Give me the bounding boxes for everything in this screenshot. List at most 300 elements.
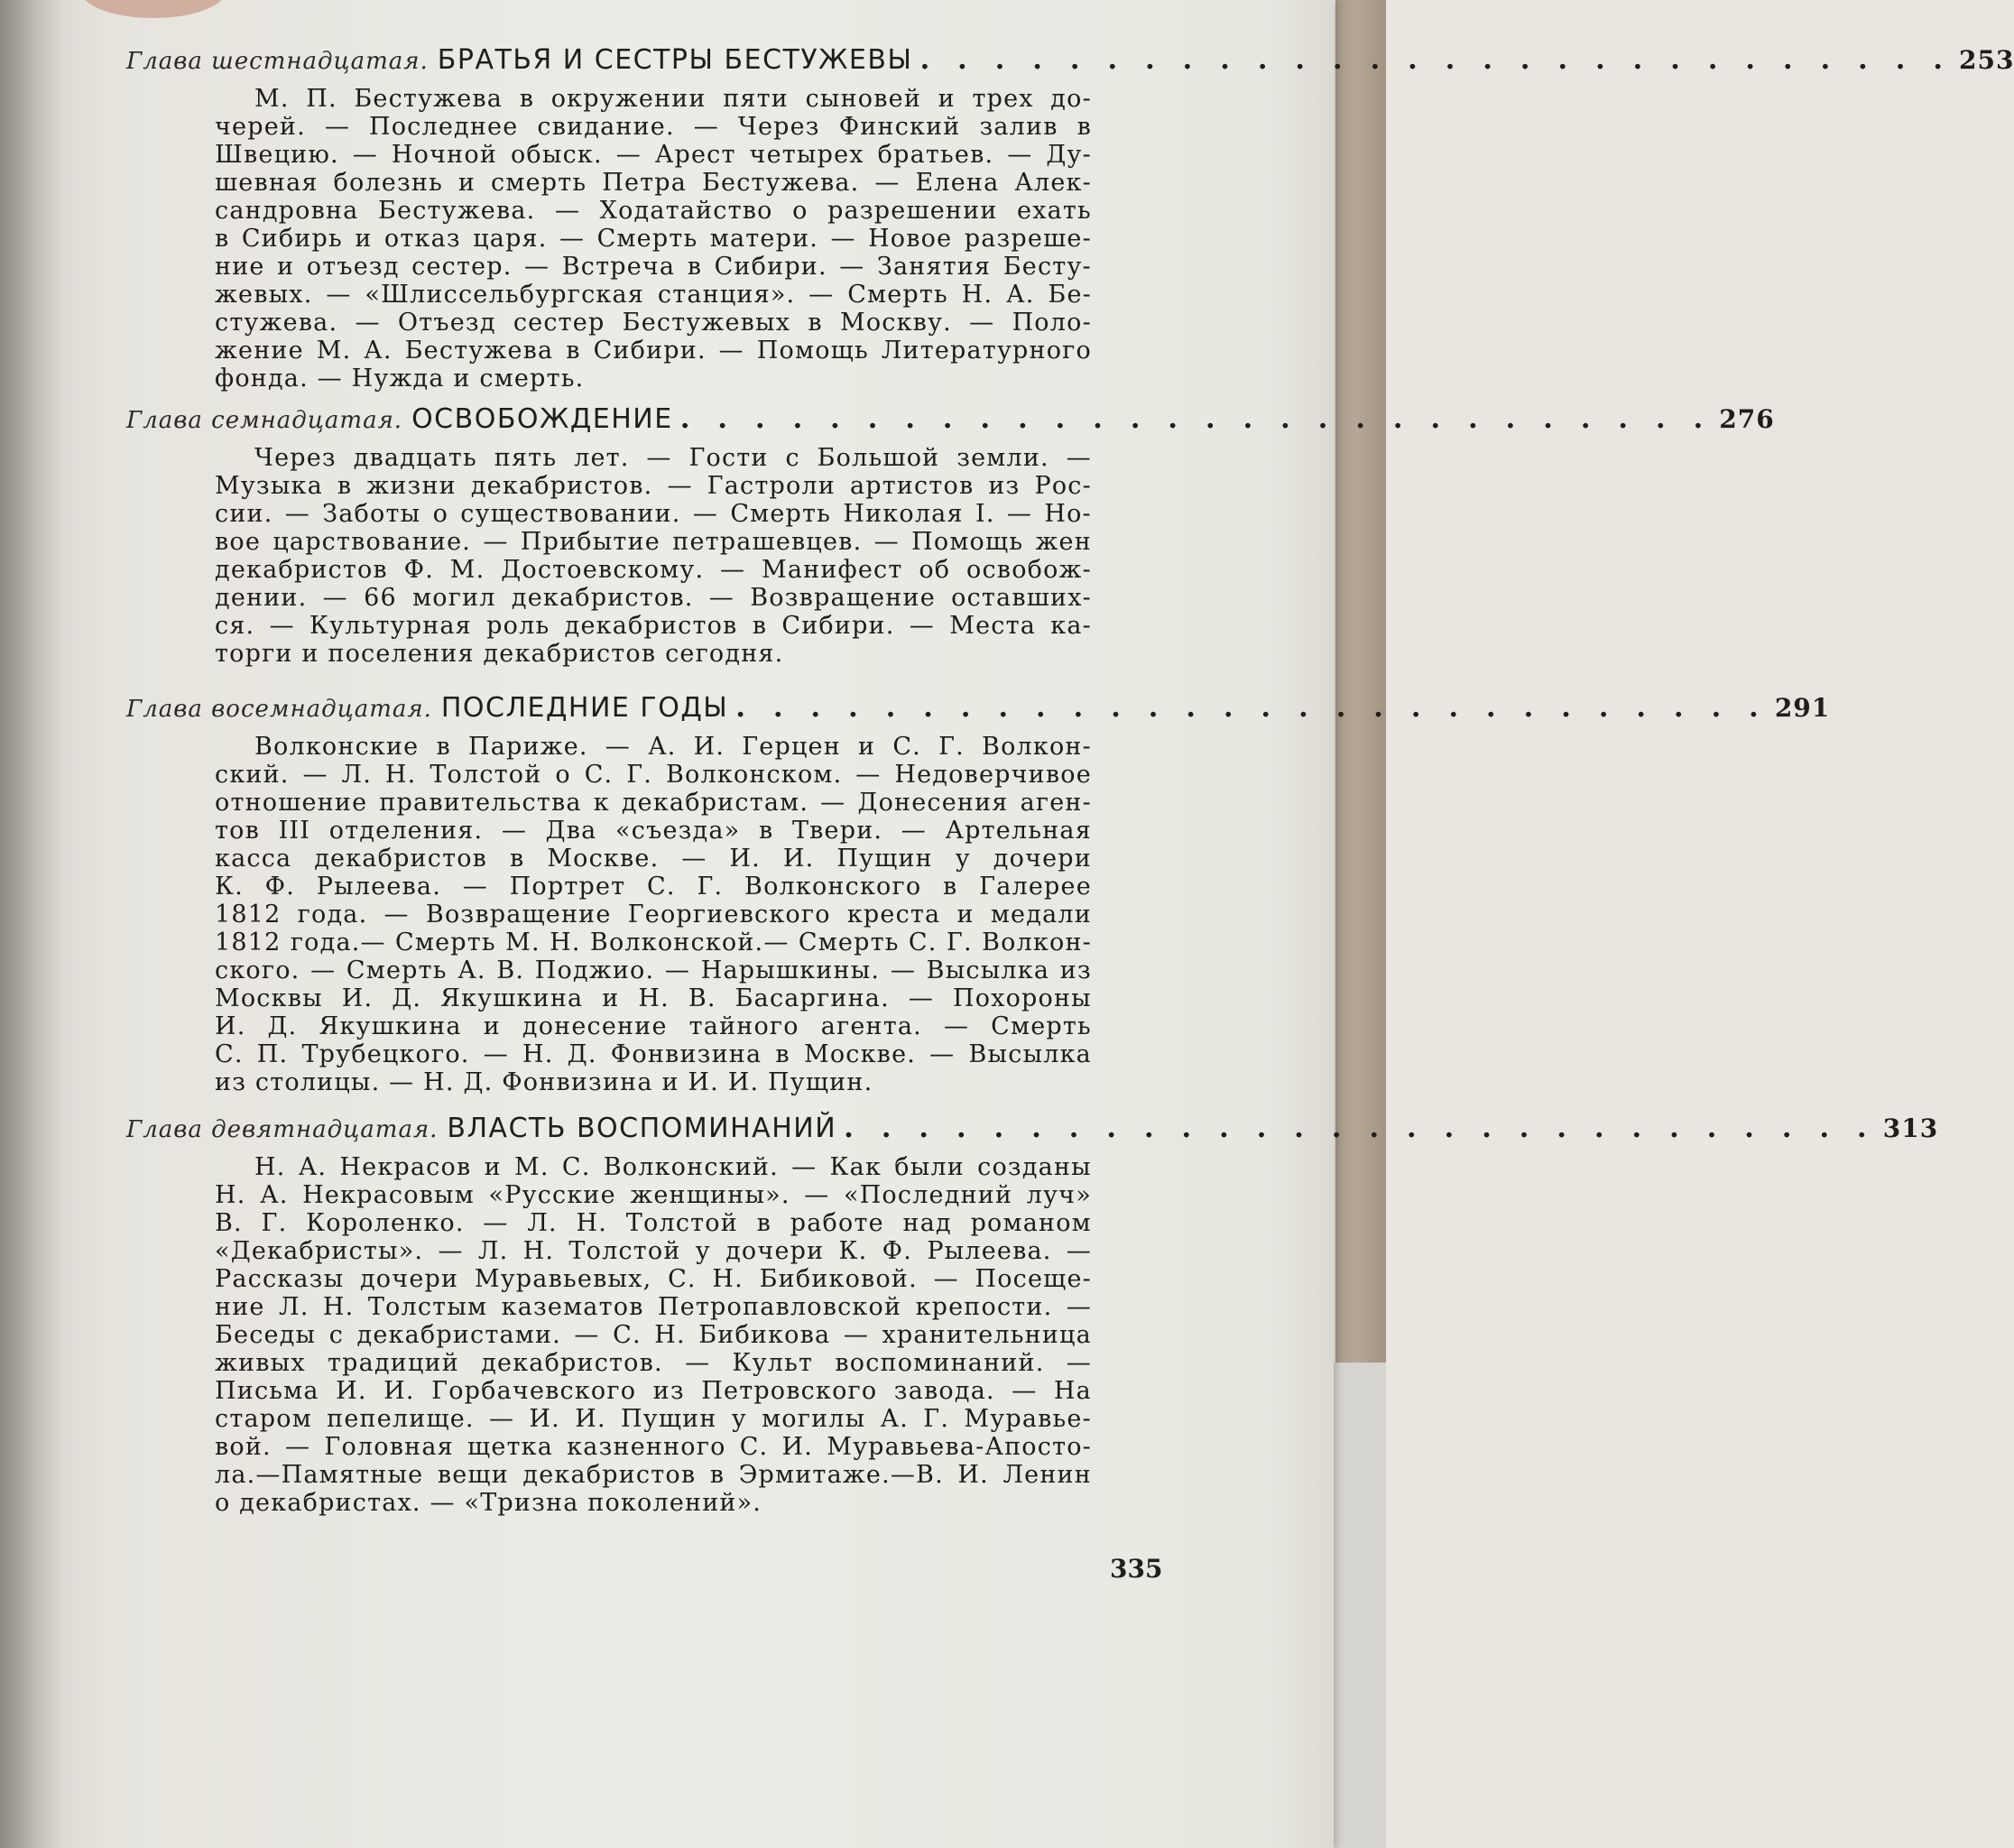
- summary-word: М.: [254, 85, 290, 113]
- summary-word: и: [483, 1012, 501, 1040]
- summary-line: [215, 984, 1092, 1012]
- summary-word: И.: [575, 1405, 606, 1433]
- summary-word: Помощь: [756, 337, 869, 365]
- summary-line: [215, 789, 1092, 817]
- summary-word: шевная: [215, 169, 319, 197]
- summary-word: и: [602, 984, 620, 1012]
- summary-word: —: [501, 817, 528, 845]
- summary-word: в: [709, 1461, 725, 1489]
- summary-word: Басаргина.: [734, 984, 890, 1012]
- summary-word: Трубецкого.: [301, 1040, 470, 1068]
- summary-word: декабристов: [314, 845, 488, 873]
- summary-word: 1812: [215, 901, 282, 929]
- summary-word: ский.: [215, 761, 290, 789]
- summary-word: у: [955, 845, 971, 873]
- summary-word: Короленко.: [306, 1209, 465, 1237]
- summary-word: Гастроли: [707, 472, 836, 500]
- summary-word: —: [559, 225, 586, 253]
- summary-word: декабристов: [564, 612, 738, 640]
- chapter-summary: [126, 1153, 1155, 1517]
- summary-word: —: [605, 733, 631, 761]
- summary-word: Москве.: [803, 1040, 917, 1068]
- summary-line: [215, 309, 1092, 337]
- summary-word: о: [432, 500, 449, 528]
- toc-entry-chapter-17: [126, 401, 1775, 668]
- summary-word: казематов: [501, 1293, 644, 1321]
- summary-word: Герцен: [742, 733, 841, 761]
- summary-word: Сибирь: [241, 225, 343, 253]
- summary-word: —: [269, 612, 295, 640]
- toc-entry-chapter-19: [126, 1110, 1939, 1517]
- summary-word: А.: [648, 733, 677, 761]
- summary-word: «Русские: [488, 1181, 616, 1209]
- summary-word: —: [574, 1321, 600, 1349]
- summary-word: Сибири.: [781, 612, 895, 640]
- summary-word: Д.: [567, 1040, 597, 1068]
- summary-line: [215, 141, 1092, 169]
- summary-word: Д.: [267, 1012, 298, 1040]
- summary-word: Петропавловской: [658, 1293, 902, 1321]
- summary-word: —: [1006, 500, 1033, 528]
- summary-word: дочери: [359, 1265, 459, 1293]
- summary-word: Бестужевых: [622, 309, 791, 337]
- chapter-title: БРАТЬЯ И СЕСТРЫ БЕСТУЖЕВЫ: [437, 44, 913, 76]
- summary-word: Гости: [688, 444, 769, 472]
- summary-word: —: [909, 612, 935, 640]
- summary-word: —: [483, 528, 509, 556]
- summary-word: Твери.: [791, 817, 883, 845]
- summary-word: трех: [972, 85, 1034, 113]
- summary-word: —: [855, 761, 882, 789]
- summary-word: —: [908, 984, 935, 1012]
- summary-word: Н.: [522, 1237, 555, 1265]
- summary-word: —: [681, 845, 707, 873]
- summary-word: Муравьевых,: [474, 1265, 652, 1293]
- summary-word: Бибиковой.: [759, 1265, 918, 1293]
- summary-word: ского.: [215, 956, 300, 984]
- summary-word: декабристов: [522, 1461, 697, 1489]
- summary-word: Николая: [843, 500, 964, 528]
- leader-dots: . . . . . . . . . . . . . . . . . . . . . . . . . . . .: [735, 691, 1768, 724]
- summary-word: Ночной: [391, 141, 498, 169]
- summary-word: женщины».: [630, 1181, 790, 1209]
- summary-line: [215, 1153, 1092, 1181]
- summary-line: [215, 472, 1092, 500]
- summary-line: [215, 169, 1092, 197]
- summary-word: декабристов.: [470, 472, 653, 500]
- summary-line: [215, 1461, 1092, 1489]
- summary-word: —: [820, 789, 846, 817]
- summary-word: П.: [306, 85, 337, 113]
- summary-word: Л.: [477, 1237, 509, 1265]
- summary-word: Головная: [324, 1433, 454, 1461]
- summary-word: Арест: [654, 141, 736, 169]
- summary-line: [215, 337, 1092, 365]
- summary-word: Л.: [278, 1293, 309, 1321]
- summary-word: стужева.: [215, 309, 338, 337]
- summary-word: отношение: [215, 789, 368, 817]
- summary-word: Бибикова: [698, 1321, 831, 1349]
- summary-line: [215, 225, 1092, 253]
- summary-line: [215, 733, 1092, 761]
- summary-word: Волкон-: [982, 929, 1092, 956]
- summary-word: Портрет: [509, 873, 626, 901]
- summary-line: [215, 1040, 1092, 1068]
- summary-word: «съезда»: [615, 817, 741, 845]
- summary-word: Манифест: [762, 556, 903, 584]
- summary-word: из: [1059, 956, 1092, 984]
- summary-word: в: [566, 337, 581, 365]
- summary-word: с: [328, 1321, 345, 1349]
- summary-word: —: [310, 956, 337, 984]
- chapter-title: ОСВОБОЖДЕНИЕ: [411, 403, 673, 435]
- summary-word: М.: [449, 556, 485, 584]
- summary-word: сии.: [215, 500, 273, 528]
- summary-word: И.: [341, 984, 374, 1012]
- chapter-page: 253: [1959, 45, 2014, 75]
- summary-line: [215, 873, 1092, 901]
- summary-word: ние: [215, 253, 265, 281]
- summary-word: работе: [790, 1209, 884, 1237]
- summary-word: А.: [880, 1405, 910, 1433]
- summary-word: Г.: [697, 873, 724, 901]
- summary-line: [215, 1321, 1092, 1349]
- summary-word: Некрасов: [339, 1153, 472, 1181]
- summary-word: —: [462, 873, 488, 901]
- summary-word: черей.: [215, 113, 306, 141]
- summary-word: касса: [215, 845, 292, 873]
- summary-word: Высылка: [926, 956, 1050, 984]
- summary-word: Г.: [938, 733, 965, 761]
- summary-word: Два: [545, 817, 597, 845]
- summary-word: И.: [729, 845, 761, 873]
- summary-word: и: [938, 85, 956, 113]
- summary-word: —: [438, 1237, 464, 1265]
- summary-word: Но-: [1044, 500, 1092, 528]
- summary-word: Волконском.: [665, 761, 843, 789]
- summary-word: Артельная: [945, 817, 1092, 845]
- summary-line: [215, 556, 1092, 584]
- summary-word: обыск.: [510, 141, 603, 169]
- summary-word: Смерть: [730, 500, 832, 528]
- summary-word: традиций: [328, 1349, 459, 1377]
- summary-word: завода.: [893, 1377, 995, 1405]
- summary-word: сыновей: [805, 85, 922, 113]
- summary-word: станция».: [657, 281, 796, 309]
- summary-word: Н.: [654, 1321, 686, 1349]
- summary-line: [215, 1209, 1092, 1237]
- summary-word: «Декабристы».: [215, 1237, 424, 1265]
- summary-word: А.: [260, 1181, 289, 1209]
- summary-line: [215, 500, 1092, 528]
- summary-word: Н.: [254, 1153, 286, 1181]
- summary-word: Заботы: [322, 500, 421, 528]
- summary-word: смерть: [491, 169, 587, 197]
- summary-word: луч»: [1026, 1181, 1092, 1209]
- summary-word: Петровского: [701, 1377, 878, 1405]
- summary-word: Н.: [550, 929, 581, 956]
- summary-word: Париже.: [467, 733, 588, 761]
- summary-word: донесение: [522, 1012, 668, 1040]
- summary-line: [215, 253, 1092, 281]
- summary-word: в: [337, 472, 353, 500]
- summary-word: тов: [215, 817, 260, 845]
- toc-entry-chapter-18: [126, 689, 1831, 1096]
- summary-line: [215, 956, 1092, 984]
- summary-word: царствование.: [273, 528, 472, 556]
- summary-word: Занятия: [876, 253, 992, 281]
- summary-word: —: [352, 141, 378, 169]
- summary-word: Поджио.: [534, 956, 655, 984]
- summary-line: из столицы. — Н. Д. Фонвизина и И. И. Пущин.: [215, 1068, 873, 1096]
- summary-word: —: [284, 500, 310, 528]
- chapter-title: ВЛАСТЬ ВОСПОМИНАНИЙ: [447, 1113, 837, 1144]
- summary-word: С.: [668, 1265, 697, 1293]
- summary-word: —: [708, 584, 734, 612]
- summary-word: Культурная: [309, 612, 472, 640]
- summary-word: Смерть: [395, 929, 496, 956]
- toc-entry-chapter-16: [126, 42, 2014, 393]
- summary-word: Н.: [215, 1181, 246, 1209]
- summary-line: [215, 1293, 1092, 1321]
- summary-word: Бестужева: [354, 85, 504, 113]
- chapter-page: 291: [1774, 693, 1831, 723]
- summary-word: I.: [975, 500, 995, 528]
- summary-word: Через: [254, 444, 337, 472]
- summary-word: сандровна: [215, 197, 359, 225]
- summary-word: сестер: [513, 309, 605, 337]
- summary-word: созданы: [977, 1153, 1092, 1181]
- summary-word: Поло-: [1012, 309, 1092, 337]
- chapter-number: Глава девятнадцатая.: [126, 1116, 439, 1143]
- chapter-title: ПОСЛЕДНИЕ ГОДЫ: [440, 692, 729, 724]
- summary-word: живых: [215, 1349, 306, 1377]
- summary-word: Толстым: [367, 1293, 488, 1321]
- summary-word: залив: [979, 113, 1058, 141]
- summary-word: Рассказы: [215, 1265, 345, 1293]
- summary-word: у: [695, 1237, 711, 1265]
- summary-word: роль: [486, 612, 550, 640]
- summary-word: матери.: [709, 225, 819, 253]
- summary-word: артистов: [849, 472, 975, 500]
- summary-word: пепелище.: [327, 1405, 475, 1433]
- summary-word: «Шлиссельбургская: [365, 281, 645, 309]
- summary-word: Волконского: [744, 873, 922, 901]
- finger: [81, 0, 226, 18]
- summary-word: —: [874, 169, 901, 197]
- summary-word: вое: [215, 528, 262, 556]
- summary-word: хранительница: [882, 1321, 1092, 1349]
- summary-word: медали: [990, 901, 1092, 929]
- summary-word: И.: [782, 845, 815, 873]
- summary-word: в: [509, 845, 525, 873]
- summary-word: отделения.: [328, 817, 484, 845]
- summary-word: —: [1066, 1237, 1092, 1265]
- summary-word: могил: [412, 584, 496, 612]
- summary-word: Смерть: [346, 956, 448, 984]
- summary-word: и: [858, 733, 876, 761]
- summary-word: с: [785, 444, 800, 472]
- summary-word: дочери: [993, 845, 1092, 873]
- summary-word: —: [943, 1012, 970, 1040]
- summary-word: Георгиевского: [627, 901, 831, 929]
- summary-word: дочери: [725, 1237, 825, 1265]
- summary-word: Некрасовым: [302, 1181, 475, 1209]
- summary-word: казненного: [567, 1433, 726, 1461]
- summary-word: —: [685, 1349, 711, 1377]
- summary-word: Н.: [638, 984, 670, 1012]
- summary-word: Толстой: [625, 1209, 738, 1237]
- summary-word: ние: [215, 1293, 265, 1321]
- summary-word: Толстой: [568, 1237, 681, 1265]
- summary-word: Посеще-: [975, 1265, 1092, 1293]
- summary-word: —: [843, 1321, 870, 1349]
- summary-word: Н.: [522, 1040, 554, 1068]
- summary-word: братьев.: [877, 141, 994, 169]
- summary-word: —: [791, 1153, 818, 1181]
- summary-line: [215, 1181, 1092, 1209]
- summary-word: Г.: [946, 929, 973, 956]
- summary-word: в: [519, 85, 535, 113]
- summary-word: Смерть: [596, 225, 698, 253]
- summary-word: года.—: [290, 929, 386, 956]
- summary-word: —: [646, 444, 672, 472]
- summary-word: и: [355, 225, 373, 253]
- summary-word: И.: [383, 1377, 415, 1405]
- summary-word: аген-: [1020, 789, 1092, 817]
- chapter-page: 313: [1882, 1113, 1939, 1143]
- summary-word: царя.: [473, 225, 548, 253]
- summary-word: двадцать: [353, 444, 477, 472]
- summary-word: ехать: [1017, 197, 1092, 225]
- summary-word: болезнь: [333, 169, 443, 197]
- summary-word: года.: [297, 901, 368, 929]
- summary-word: свидание.: [537, 113, 675, 141]
- summary-word: III: [278, 817, 311, 845]
- summary-word: —: [483, 1209, 509, 1237]
- summary-line: [215, 845, 1092, 873]
- summary-word: Высылка: [968, 1040, 1092, 1068]
- summary-word: жизни: [366, 472, 457, 500]
- summary-word: Пущин: [836, 845, 933, 873]
- summary-word: Пущин: [620, 1405, 717, 1433]
- summary-word: Смерть: [847, 281, 948, 309]
- summary-word: И.: [781, 1433, 814, 1461]
- summary-word: могилы: [762, 1405, 866, 1433]
- summary-word: щетка: [467, 1433, 554, 1461]
- summary-word: Финский: [838, 113, 961, 141]
- summary-line: [215, 584, 1092, 612]
- summary-word: В.: [496, 956, 525, 984]
- summary-word: Алек-: [1014, 169, 1092, 197]
- summary-word: о: [792, 197, 808, 225]
- summary-word: Горбачевского: [431, 1377, 637, 1405]
- summary-word: И.: [529, 1405, 560, 1433]
- summary-word: Ф.: [882, 1237, 913, 1265]
- summary-word: —: [839, 253, 865, 281]
- chapter-number: Глава восемнадцатая.: [126, 696, 432, 723]
- summary-word: —: [933, 1265, 959, 1293]
- summary-word: в: [215, 225, 230, 253]
- summary-word: —: [285, 1433, 311, 1461]
- summary-word: Волконские: [254, 733, 420, 761]
- summary-line: [215, 197, 1092, 225]
- summary-line: [215, 1405, 1092, 1433]
- summary-word: —: [524, 253, 550, 281]
- summary-word: Петра: [602, 169, 688, 197]
- summary-word: С.: [613, 1321, 642, 1349]
- summary-word: к: [593, 789, 610, 817]
- summary-word: окружении: [550, 85, 707, 113]
- summary-line: [215, 281, 1092, 309]
- summary-word: —: [667, 472, 693, 500]
- summary-word: петрашевцев.: [672, 528, 863, 556]
- summary-word: Сибири.: [714, 253, 827, 281]
- summary-word: —: [615, 141, 642, 169]
- summary-word: И.: [957, 1461, 989, 1489]
- summary-word: Волконский.: [603, 1153, 779, 1181]
- chapter-number: Глава семнадцатая.: [126, 407, 403, 434]
- summary-word: Волкон-: [982, 733, 1092, 761]
- summary-word: Отъезд: [397, 309, 496, 337]
- summary-word: 66: [364, 584, 397, 612]
- summary-word: Музыка: [215, 472, 323, 500]
- summary-word: —: [322, 584, 348, 612]
- summary-word: «Последний: [843, 1181, 1013, 1209]
- summary-word: —: [483, 1040, 509, 1068]
- summary-word: Рылеева.: [316, 873, 442, 901]
- summary-word: А.: [1006, 281, 1035, 309]
- summary-word: Ф.: [403, 556, 435, 584]
- summary-word: в: [752, 612, 768, 640]
- summary-word: агента.: [820, 1012, 922, 1040]
- summary-word: 1812: [215, 929, 282, 956]
- summary-word: Ф.: [264, 873, 296, 901]
- summary-word: —: [488, 1405, 515, 1433]
- summary-word: Помощь: [911, 528, 1024, 556]
- summary-word: А.: [457, 956, 486, 984]
- summary-word: Возвращение: [750, 584, 936, 612]
- summary-word: Письма: [215, 1377, 319, 1405]
- leader-dots: . . . . . . . . . . . . . . . . . . . . . . . . . . . .: [844, 1112, 1876, 1144]
- summary-word: оставших-: [951, 584, 1092, 612]
- summary-word: Достоевскому.: [501, 556, 705, 584]
- summary-line: [215, 444, 1092, 472]
- summary-line: [215, 528, 1092, 556]
- summary-word: Москве.: [547, 845, 660, 873]
- summary-word: Волконской.—: [589, 929, 790, 956]
- summary-word: Ленин: [1002, 1461, 1092, 1489]
- summary-word: Ходатайство: [599, 197, 773, 225]
- summary-word: земли.: [956, 444, 1049, 472]
- summary-word: существовании.: [460, 500, 681, 528]
- summary-word: Муравье-: [964, 1405, 1092, 1433]
- summary-word: —: [1066, 444, 1092, 472]
- summary-word: Елена: [915, 169, 1000, 197]
- page-number: 335: [1110, 1554, 1163, 1584]
- summary-word: —: [355, 309, 381, 337]
- chapter-summary: [126, 733, 1155, 1096]
- summary-word: —: [969, 309, 995, 337]
- summary-word: —: [718, 337, 744, 365]
- summary-word: С.: [892, 733, 921, 761]
- summary-word: —: [324, 113, 351, 141]
- summary-word: над: [902, 1209, 952, 1237]
- summary-line: [215, 817, 1092, 845]
- summary-word: —: [326, 281, 352, 309]
- spine-shadow: [0, 0, 63, 1848]
- chapter-heading: [126, 42, 2014, 79]
